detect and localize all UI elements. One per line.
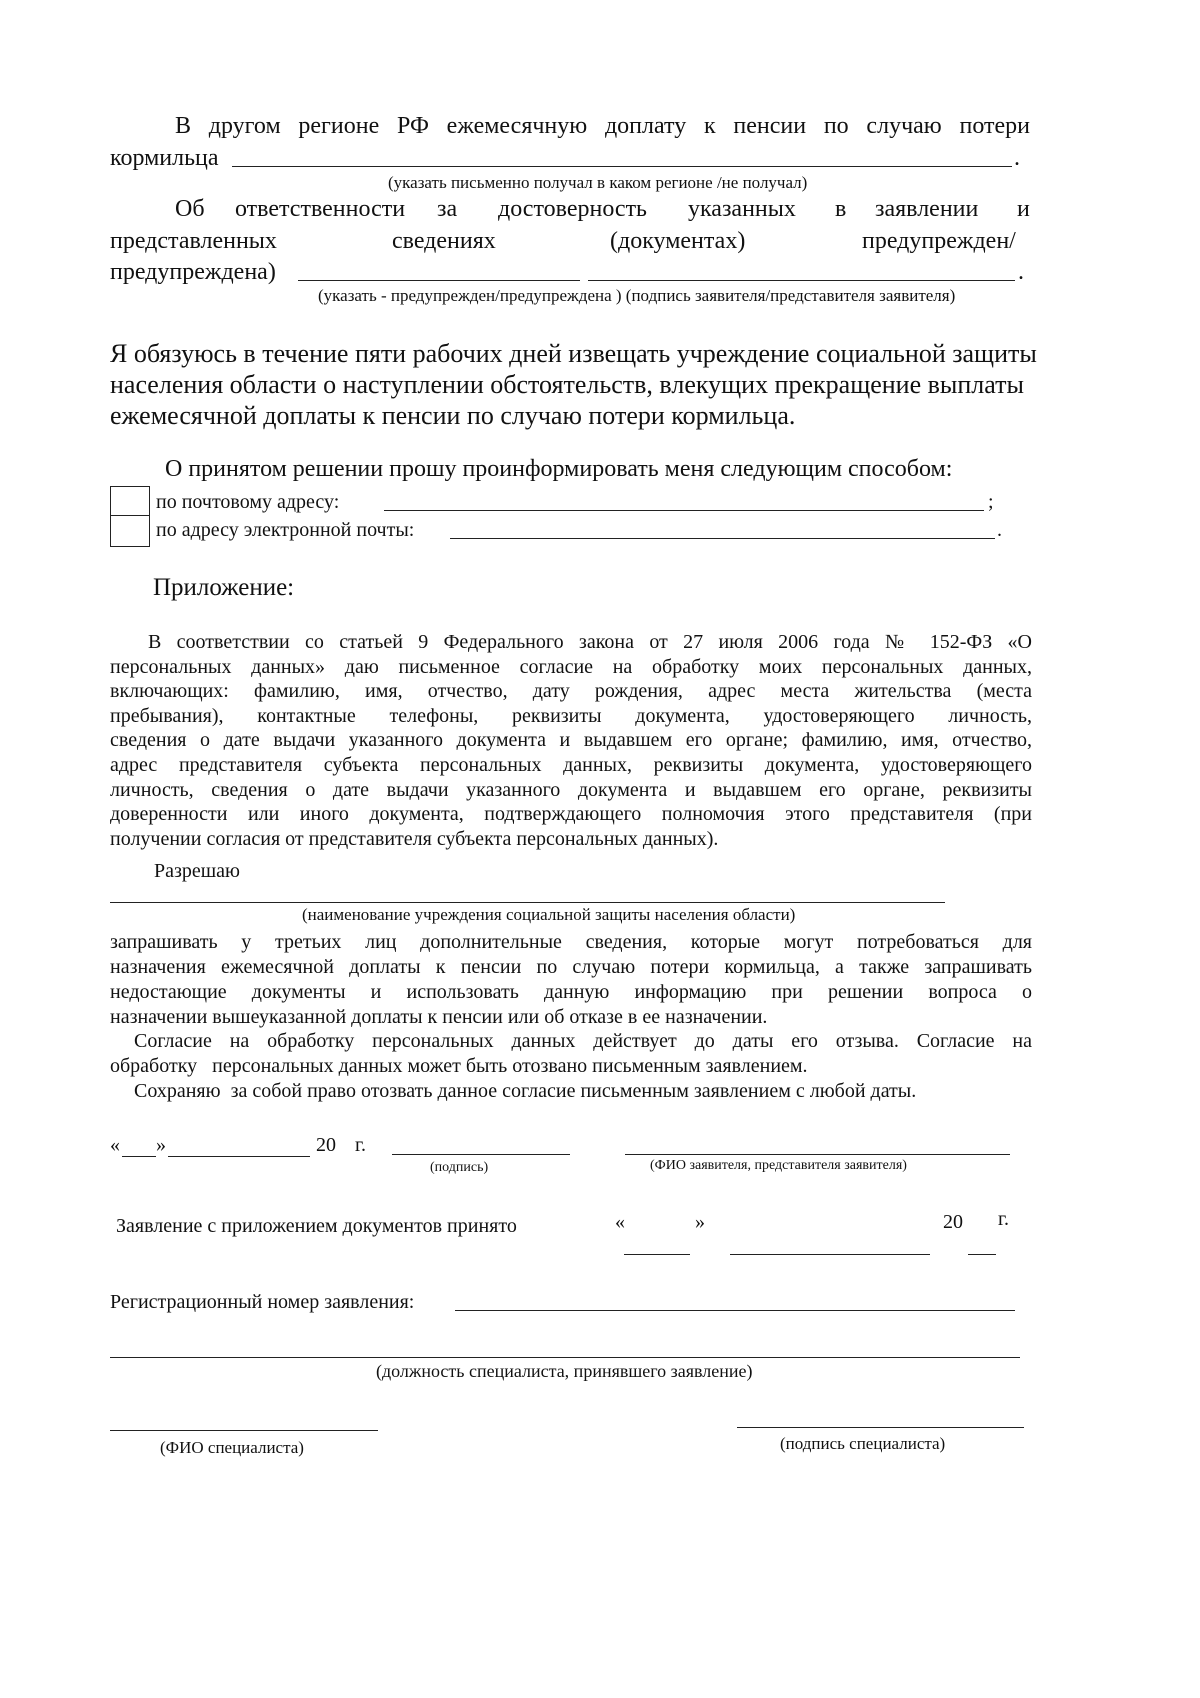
date-year-prefix: 20 bbox=[316, 1134, 336, 1156]
consent-validity-line2: обработку персональных данных может быть отозвано письменным заявлением. bbox=[110, 1055, 808, 1077]
consent-revoke: Сохраняю за собой право отозвать данное согласие письменным заявлением с любой даты. bbox=[134, 1080, 917, 1102]
institution-name-line[interactable] bbox=[110, 902, 945, 903]
email-checkbox[interactable] bbox=[110, 515, 150, 547]
accepted-label: Заявление с приложением документов принято bbox=[116, 1215, 517, 1237]
position-line[interactable] bbox=[110, 1357, 1020, 1358]
responsibility-line1: Об ответственности за достоверность указанных в заявлении и bbox=[175, 196, 1030, 222]
warned-input-line[interactable] bbox=[298, 280, 580, 281]
applicant-signature-line[interactable] bbox=[588, 280, 1015, 281]
postal-label: по почтовому адресу: bbox=[156, 491, 340, 513]
notify-intro: О принятом решении прошу проинформировать меня следующим способом: bbox=[165, 456, 953, 482]
fio-hint: (ФИО заявителя, представителя заявителя) bbox=[650, 1158, 907, 1173]
responsibility-line3: предупреждена) bbox=[110, 259, 276, 285]
accepted-day-line[interactable] bbox=[624, 1254, 690, 1255]
date-day-line[interactable] bbox=[122, 1156, 156, 1157]
postal-checkbox[interactable] bbox=[110, 486, 150, 518]
accepted-year-suffix: г. bbox=[998, 1208, 1009, 1230]
date-quote-close: » bbox=[156, 1134, 166, 1156]
accepted-month-line[interactable] bbox=[730, 1254, 930, 1255]
postal-address-line[interactable] bbox=[384, 510, 984, 511]
appendix-title: Приложение: bbox=[153, 574, 295, 601]
accepted-quote-close: » bbox=[695, 1211, 705, 1233]
allow-label: Разрешаю bbox=[154, 860, 240, 882]
specialist-sign-hint: (подпись специалиста) bbox=[780, 1434, 946, 1453]
email-address-line[interactable] bbox=[450, 538, 995, 539]
date-quote-open: « bbox=[110, 1134, 120, 1156]
section1-dot: . bbox=[1014, 145, 1020, 171]
date-year-suffix: г. bbox=[355, 1134, 366, 1156]
section1-line2: кормильца bbox=[110, 145, 219, 171]
applicant-fio-line[interactable] bbox=[625, 1154, 1010, 1155]
applicant-sign-line[interactable] bbox=[392, 1154, 570, 1155]
consent-paragraph: В соответствии со статьей 9 Федерального закона от 27 июля 2006 года № 152-ФЗ «О персональных данных» даю письменное согласие на обработку моих персональных данных, включающих: фамилию, имя, отчество, дату рождения, адрес места жительства (места пребывания), контактные телефоны, реквизиты документа, удостоверяющего личность, сведения о дате выдачи указанного документа и выдавшем его органе; фамилию, имя, отчество, адрес представителя субъекта персональных данных, реквизиты документа, удостоверяющего личность, сведения о дате выдачи указанного документа и выдавшем его органе, реквизиты доверенности или иного документа, подтверждающего полномочия этого представителя (при получении согласия от представителя субъекта персональных данных). bbox=[110, 631, 1032, 850]
region-input-line[interactable] bbox=[232, 166, 1012, 167]
obligation-paragraph: Я обязуюсь в течение пяти рабочих дней извещать учреждение социальной защиты населения области о наступлении обстоятельств, влекущих прекращение выплаты ежемесячной доплаты к пенсии по случаю потери кормильца. bbox=[110, 339, 1037, 430]
position-hint: (должность специалиста, принявшего заявление) bbox=[376, 1361, 753, 1381]
specialist-fio-hint: (ФИО специалиста) bbox=[160, 1438, 304, 1457]
email-end: . bbox=[997, 519, 1002, 541]
accepted-quote-open: « bbox=[615, 1211, 625, 1233]
section2-dot: . bbox=[1018, 259, 1024, 285]
consent-paragraph-2: запрашивать у третьих лиц дополнительные сведения, которые могут потребоваться для назначения ежемесячной доплаты к пенсии по случаю потери кормильца, а также запрашивать недостающие документы и использовать данную информацию при решении вопроса о назначении вышеуказанной доплаты к пенсии или об отказе в ее назначении. bbox=[110, 931, 1032, 1028]
email-label: по адресу электронной почты: bbox=[156, 519, 415, 541]
institution-hint: (наименование учреждения социальной защиты населения области) bbox=[302, 905, 796, 924]
date-month-line[interactable] bbox=[168, 1156, 310, 1157]
specialist-fio-line[interactable] bbox=[110, 1430, 378, 1431]
reg-number-line[interactable] bbox=[455, 1310, 1015, 1311]
reg-label: Регистрационный номер заявления: bbox=[110, 1291, 415, 1313]
accepted-year-line[interactable] bbox=[968, 1254, 996, 1255]
sign-hint: (подпись) bbox=[430, 1160, 489, 1175]
responsibility-line2: представленных сведениях (документах) предупрежден/ bbox=[110, 228, 1016, 254]
consent-validity-line1: Согласие на обработку персональных данных действует до даты его отзыва. Согласие на bbox=[134, 1030, 1032, 1052]
postal-end: ; bbox=[988, 491, 994, 513]
responsibility-hint: (указать - предупрежден/предупреждена ) (подпись заявителя/представителя заявителя) bbox=[318, 286, 956, 305]
region-hint: (указать письменно получал в каком регионе /не получал) bbox=[388, 173, 808, 192]
accepted-year-prefix: 20 bbox=[943, 1211, 963, 1233]
specialist-sign-line[interactable] bbox=[737, 1427, 1024, 1428]
